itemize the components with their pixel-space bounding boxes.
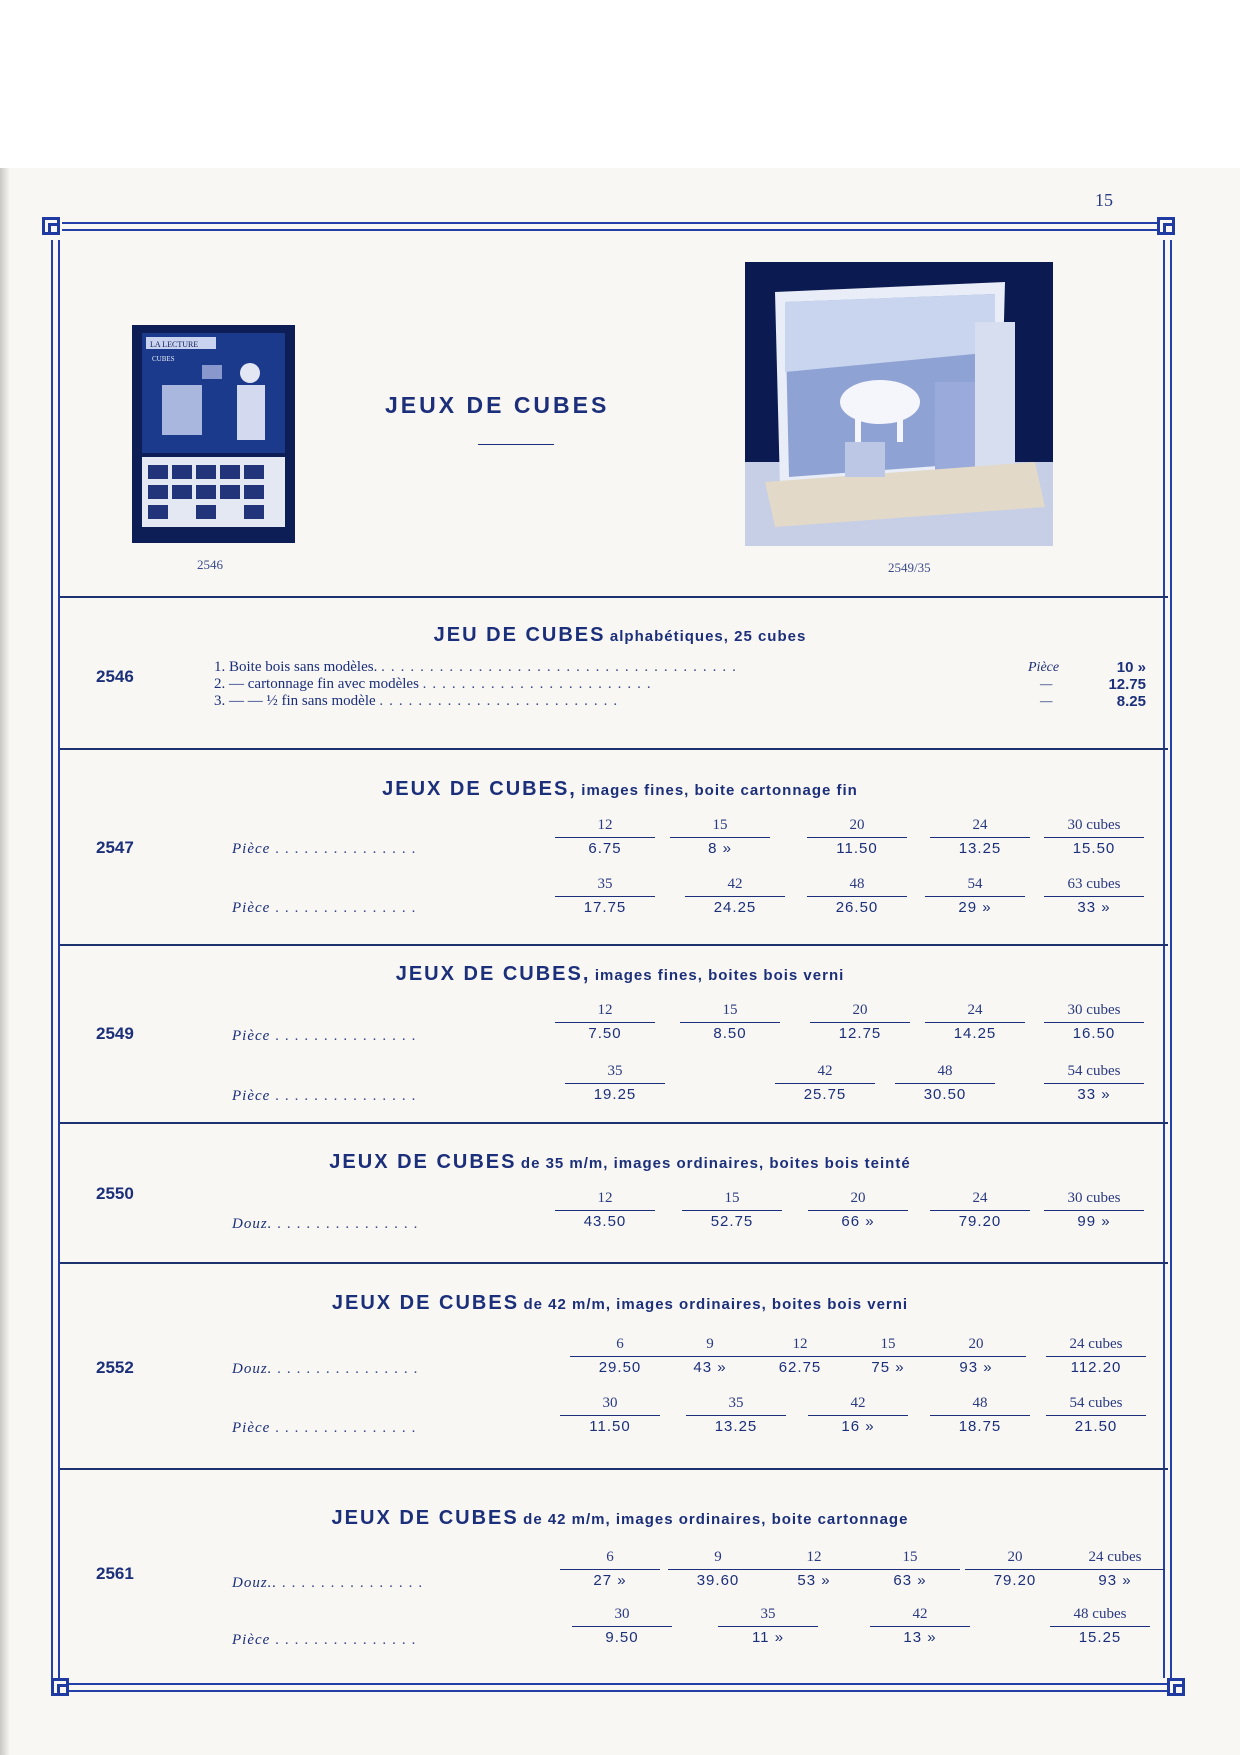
- cube-count: 15: [902, 1549, 918, 1565]
- cube-count: 30 cubes: [1067, 817, 1121, 833]
- cube-count: 42: [912, 1606, 928, 1622]
- cube-count: 15: [722, 1002, 738, 1018]
- price: 66 »: [808, 1210, 908, 1233]
- price: 93 »: [1065, 1569, 1165, 1592]
- price-cell: [1044, 1188, 1144, 1233]
- price: 29 »: [925, 896, 1025, 919]
- product-photo-2546: [132, 325, 295, 548]
- unit-label: Pièce ...............: [232, 841, 422, 857]
- price: 10 »: [1116, 659, 1146, 676]
- cube-count: 42: [850, 1395, 866, 1411]
- cube-count: 12: [806, 1549, 822, 1565]
- unit-label: Pièce ...............: [232, 1088, 422, 1104]
- price-cell: [838, 1334, 938, 1379]
- cube-count: 48: [972, 1395, 988, 1411]
- price: 15.25: [1050, 1626, 1150, 1649]
- unit-label: Pièce ...............: [232, 1028, 422, 1044]
- cube-count: 15: [724, 1190, 740, 1206]
- price: 17.75: [555, 896, 655, 919]
- price-cell: [560, 1393, 660, 1438]
- cube-count: 35: [728, 1395, 744, 1411]
- price: 63 »: [860, 1569, 960, 1592]
- price-cell: [930, 815, 1030, 860]
- price: 6.75: [555, 837, 655, 860]
- cube-count: 24 cubes: [1088, 1549, 1142, 1565]
- section-title-main: JEUX DE CUBES,: [382, 778, 577, 800]
- price-cell: [555, 1000, 655, 1045]
- price: 26.50: [807, 896, 907, 919]
- unit-label: Douz. ...............: [232, 1361, 424, 1377]
- cube-count: 20: [849, 817, 865, 833]
- price-cell: [775, 1061, 875, 1106]
- cube-count: 6: [616, 1336, 624, 1352]
- price-cell: [560, 1547, 660, 1592]
- svg-text:CUBES: CUBES: [152, 355, 175, 363]
- section-divider: [60, 748, 1168, 750]
- price-cell: [895, 1061, 995, 1106]
- cube-count: 15: [712, 817, 728, 833]
- product-code: 2549: [96, 1024, 134, 1043]
- unit-label: Pièce: [1028, 660, 1060, 675]
- section-divider: [60, 1262, 1168, 1264]
- section-divider: [60, 1122, 1168, 1124]
- section-divider: [60, 596, 1168, 598]
- section-title: [0, 1292, 1240, 1315]
- price: 12.75: [810, 1022, 910, 1045]
- price: 16.50: [1044, 1022, 1144, 1045]
- cube-count: 15: [880, 1336, 896, 1352]
- price-cell: [860, 1547, 960, 1592]
- unit-label: Douz. ...............: [232, 1216, 424, 1232]
- price-cell: [1044, 874, 1144, 919]
- cube-count: 35: [760, 1606, 776, 1622]
- product-code: 2547: [96, 838, 134, 857]
- frame-corner-ornament-icon: [51, 1678, 69, 1696]
- page-title: JEUX DE CUBES: [385, 392, 610, 418]
- section-title: [0, 1507, 1240, 1530]
- price-cell: [555, 1188, 655, 1233]
- page-number: 15: [1095, 190, 1113, 210]
- product-code: 2550: [96, 1184, 134, 1203]
- section-divider: [60, 1468, 1168, 1470]
- cube-count: 24: [972, 817, 988, 833]
- price: 9.50: [572, 1626, 672, 1649]
- unit-label: Pièce ...............: [232, 900, 422, 916]
- price: 11.50: [807, 837, 907, 860]
- price: 7.50: [555, 1022, 655, 1045]
- price: 8.25: [1116, 693, 1146, 710]
- section-title: [0, 1151, 1240, 1174]
- cube-count: 63 cubes: [1067, 876, 1121, 892]
- price: 62.75: [750, 1356, 850, 1379]
- cube-count: 12: [792, 1336, 808, 1352]
- cube-count: 54 cubes: [1067, 1063, 1121, 1079]
- price: 16 »: [808, 1415, 908, 1438]
- price-cell: [718, 1604, 818, 1649]
- price-cell: [668, 1547, 768, 1592]
- price-cell: [807, 815, 907, 860]
- cube-count: 24: [972, 1190, 988, 1206]
- price-cell: [555, 874, 655, 919]
- price: 13 »: [870, 1626, 970, 1649]
- section-title-main: JEUX DE CUBES: [331, 1292, 520, 1314]
- cube-count: 12: [597, 1190, 613, 1206]
- price: 18.75: [930, 1415, 1030, 1438]
- price: 11.50: [560, 1415, 660, 1438]
- frame-corner-ornament-icon: [42, 217, 60, 235]
- price-cell: [565, 1061, 665, 1106]
- cube-count: 48: [849, 876, 865, 892]
- price: 15.50: [1044, 837, 1144, 860]
- price: 13.25: [930, 837, 1030, 860]
- price: 52.75: [682, 1210, 782, 1233]
- section-title-detail: de 42 m/m, images ordinaires, boite cartonnage: [523, 1511, 909, 1528]
- cube-count: 48 cubes: [1073, 1606, 1127, 1622]
- product-code: 2546: [96, 667, 134, 686]
- price-cell: [555, 815, 655, 860]
- unit-label: Pièce ...............: [232, 1420, 422, 1436]
- cube-count: 35: [597, 876, 613, 892]
- price-cell: [925, 1000, 1025, 1045]
- price: 33 »: [1044, 896, 1144, 919]
- unit-label: —: [1040, 677, 1053, 692]
- unit-label: Pièce ...............: [232, 1632, 422, 1648]
- price: 43 »: [660, 1356, 760, 1379]
- price: 25.75: [775, 1083, 875, 1106]
- cube-count: 24 cubes: [1069, 1336, 1123, 1352]
- cube-count: 30 cubes: [1067, 1002, 1121, 1018]
- price-cell: [1044, 1061, 1144, 1106]
- frame-corner-ornament-icon: [1167, 1678, 1185, 1696]
- section-title-detail: images fines, boites bois verni: [594, 967, 845, 984]
- price-cell: [660, 1334, 760, 1379]
- cube-count: 42: [727, 876, 743, 892]
- product-code: 2561: [96, 1564, 134, 1583]
- price: 14.25: [925, 1022, 1025, 1045]
- section-title: [0, 963, 1240, 986]
- price-cell: [764, 1547, 864, 1592]
- cube-count: 20: [968, 1336, 984, 1352]
- cube-count: 30: [614, 1606, 630, 1622]
- section-title-detail: de 35 m/m, images ordinaires, boites bois teinté: [520, 1155, 911, 1172]
- product-code: 2552: [96, 1358, 134, 1377]
- price: 27 »: [560, 1569, 660, 1592]
- price: 11 »: [718, 1626, 818, 1649]
- frame-left-border: [51, 240, 60, 1678]
- frame-corner-ornament-icon: [1157, 217, 1175, 235]
- price-cell: [685, 874, 785, 919]
- section-title-main: JEUX DE CUBES: [331, 1507, 519, 1529]
- price-cell: [965, 1547, 1065, 1592]
- section-title-main: JEUX DE CUBES,: [395, 963, 591, 985]
- frame-right-border: [1163, 240, 1172, 1678]
- frame-top-border: [62, 222, 1160, 231]
- section-title: [0, 778, 1240, 801]
- option-line: 1. Boite bois sans modèles. .....................................: [214, 659, 742, 675]
- price-cell: [572, 1604, 672, 1649]
- photo-caption: 2546: [197, 557, 223, 572]
- price-cell: [1044, 1000, 1144, 1045]
- photo-caption: 2549/35: [888, 560, 931, 575]
- cube-count: 30: [602, 1395, 618, 1411]
- section-title-detail: images fines, boite cartonnage fin: [581, 782, 858, 799]
- price: 21.50: [1046, 1415, 1146, 1438]
- price: 12.75: [1108, 676, 1146, 693]
- section-title-main: JEU DE CUBES: [433, 624, 606, 646]
- cube-count: 12: [597, 1002, 613, 1018]
- price-cell: [926, 1334, 1026, 1379]
- cube-count: 30 cubes: [1067, 1190, 1121, 1206]
- price-cell: [925, 874, 1025, 919]
- price-cell: [807, 874, 907, 919]
- section-title-detail: alphabétiques, 25 cubes: [609, 628, 807, 645]
- price-cell: [750, 1334, 850, 1379]
- cube-count: 42: [817, 1063, 833, 1079]
- price: 19.25: [565, 1083, 665, 1106]
- section-divider: [60, 944, 1168, 946]
- price: 8 »: [670, 837, 770, 860]
- unit-label: Douz.. ...............: [232, 1575, 429, 1591]
- section-title: [0, 624, 1240, 647]
- price-cell: [1046, 1334, 1146, 1379]
- cube-count: 12: [597, 817, 613, 833]
- price: 29.50: [570, 1356, 670, 1379]
- price: 53 »: [764, 1569, 864, 1592]
- price-cell: [808, 1393, 908, 1438]
- price: 112.20: [1046, 1356, 1146, 1379]
- cube-count: 6: [606, 1549, 614, 1565]
- price: 79.20: [930, 1210, 1030, 1233]
- price-cell: [682, 1188, 782, 1233]
- price-cell: [1044, 815, 1144, 860]
- price: 30.50: [895, 1083, 995, 1106]
- box-lettering: LA LECTURE: [150, 340, 199, 349]
- price-cell: [1046, 1393, 1146, 1438]
- cube-count: 54 cubes: [1069, 1395, 1123, 1411]
- price-cell: [1065, 1547, 1165, 1592]
- section-title-detail: de 42 m/m, images ordinaires, boites bois verni: [523, 1296, 909, 1313]
- price-cell: [570, 1334, 670, 1379]
- option-line: 2. — cartonnage fin avec modèles ........................: [214, 676, 657, 692]
- cube-count: 35: [607, 1063, 623, 1079]
- cube-count: 20: [1007, 1549, 1023, 1565]
- cube-count: 48: [937, 1063, 953, 1079]
- price: 33 »: [1044, 1083, 1144, 1106]
- price: 24.25: [685, 896, 785, 919]
- price: 8.50: [680, 1022, 780, 1045]
- price: 99 »: [1044, 1210, 1144, 1233]
- price: 13.25: [686, 1415, 786, 1438]
- price-cell: [930, 1188, 1030, 1233]
- price-cell: [670, 815, 770, 860]
- frame-bottom-border: [62, 1683, 1170, 1692]
- price-cell: [808, 1188, 908, 1233]
- price-cell: [930, 1393, 1030, 1438]
- price-cell: [870, 1604, 970, 1649]
- price: 93 »: [926, 1356, 1026, 1379]
- price: 39.60: [668, 1569, 768, 1592]
- page-top-margin: [0, 0, 1240, 168]
- product-photo-2549: [745, 262, 1053, 551]
- cube-count: 20: [850, 1190, 866, 1206]
- price-cell: [686, 1393, 786, 1438]
- price: 75 »: [838, 1356, 938, 1379]
- price: 79.20: [965, 1569, 1065, 1592]
- cube-count: 20: [852, 1002, 868, 1018]
- option-line: 3. — — ½ fin sans modèle .........................: [214, 693, 624, 709]
- unit-label: —: [1040, 694, 1053, 709]
- cube-count: 9: [706, 1336, 714, 1352]
- price: 43.50: [555, 1210, 655, 1233]
- title-underline: [478, 444, 554, 445]
- price-cell: [810, 1000, 910, 1045]
- price-cell: [680, 1000, 780, 1045]
- section-title-main: JEUX DE CUBES: [329, 1151, 517, 1173]
- cube-count: 24: [967, 1002, 983, 1018]
- cube-count: 9: [714, 1549, 722, 1565]
- price-cell: [1050, 1604, 1150, 1649]
- cube-count: 54: [967, 876, 983, 892]
